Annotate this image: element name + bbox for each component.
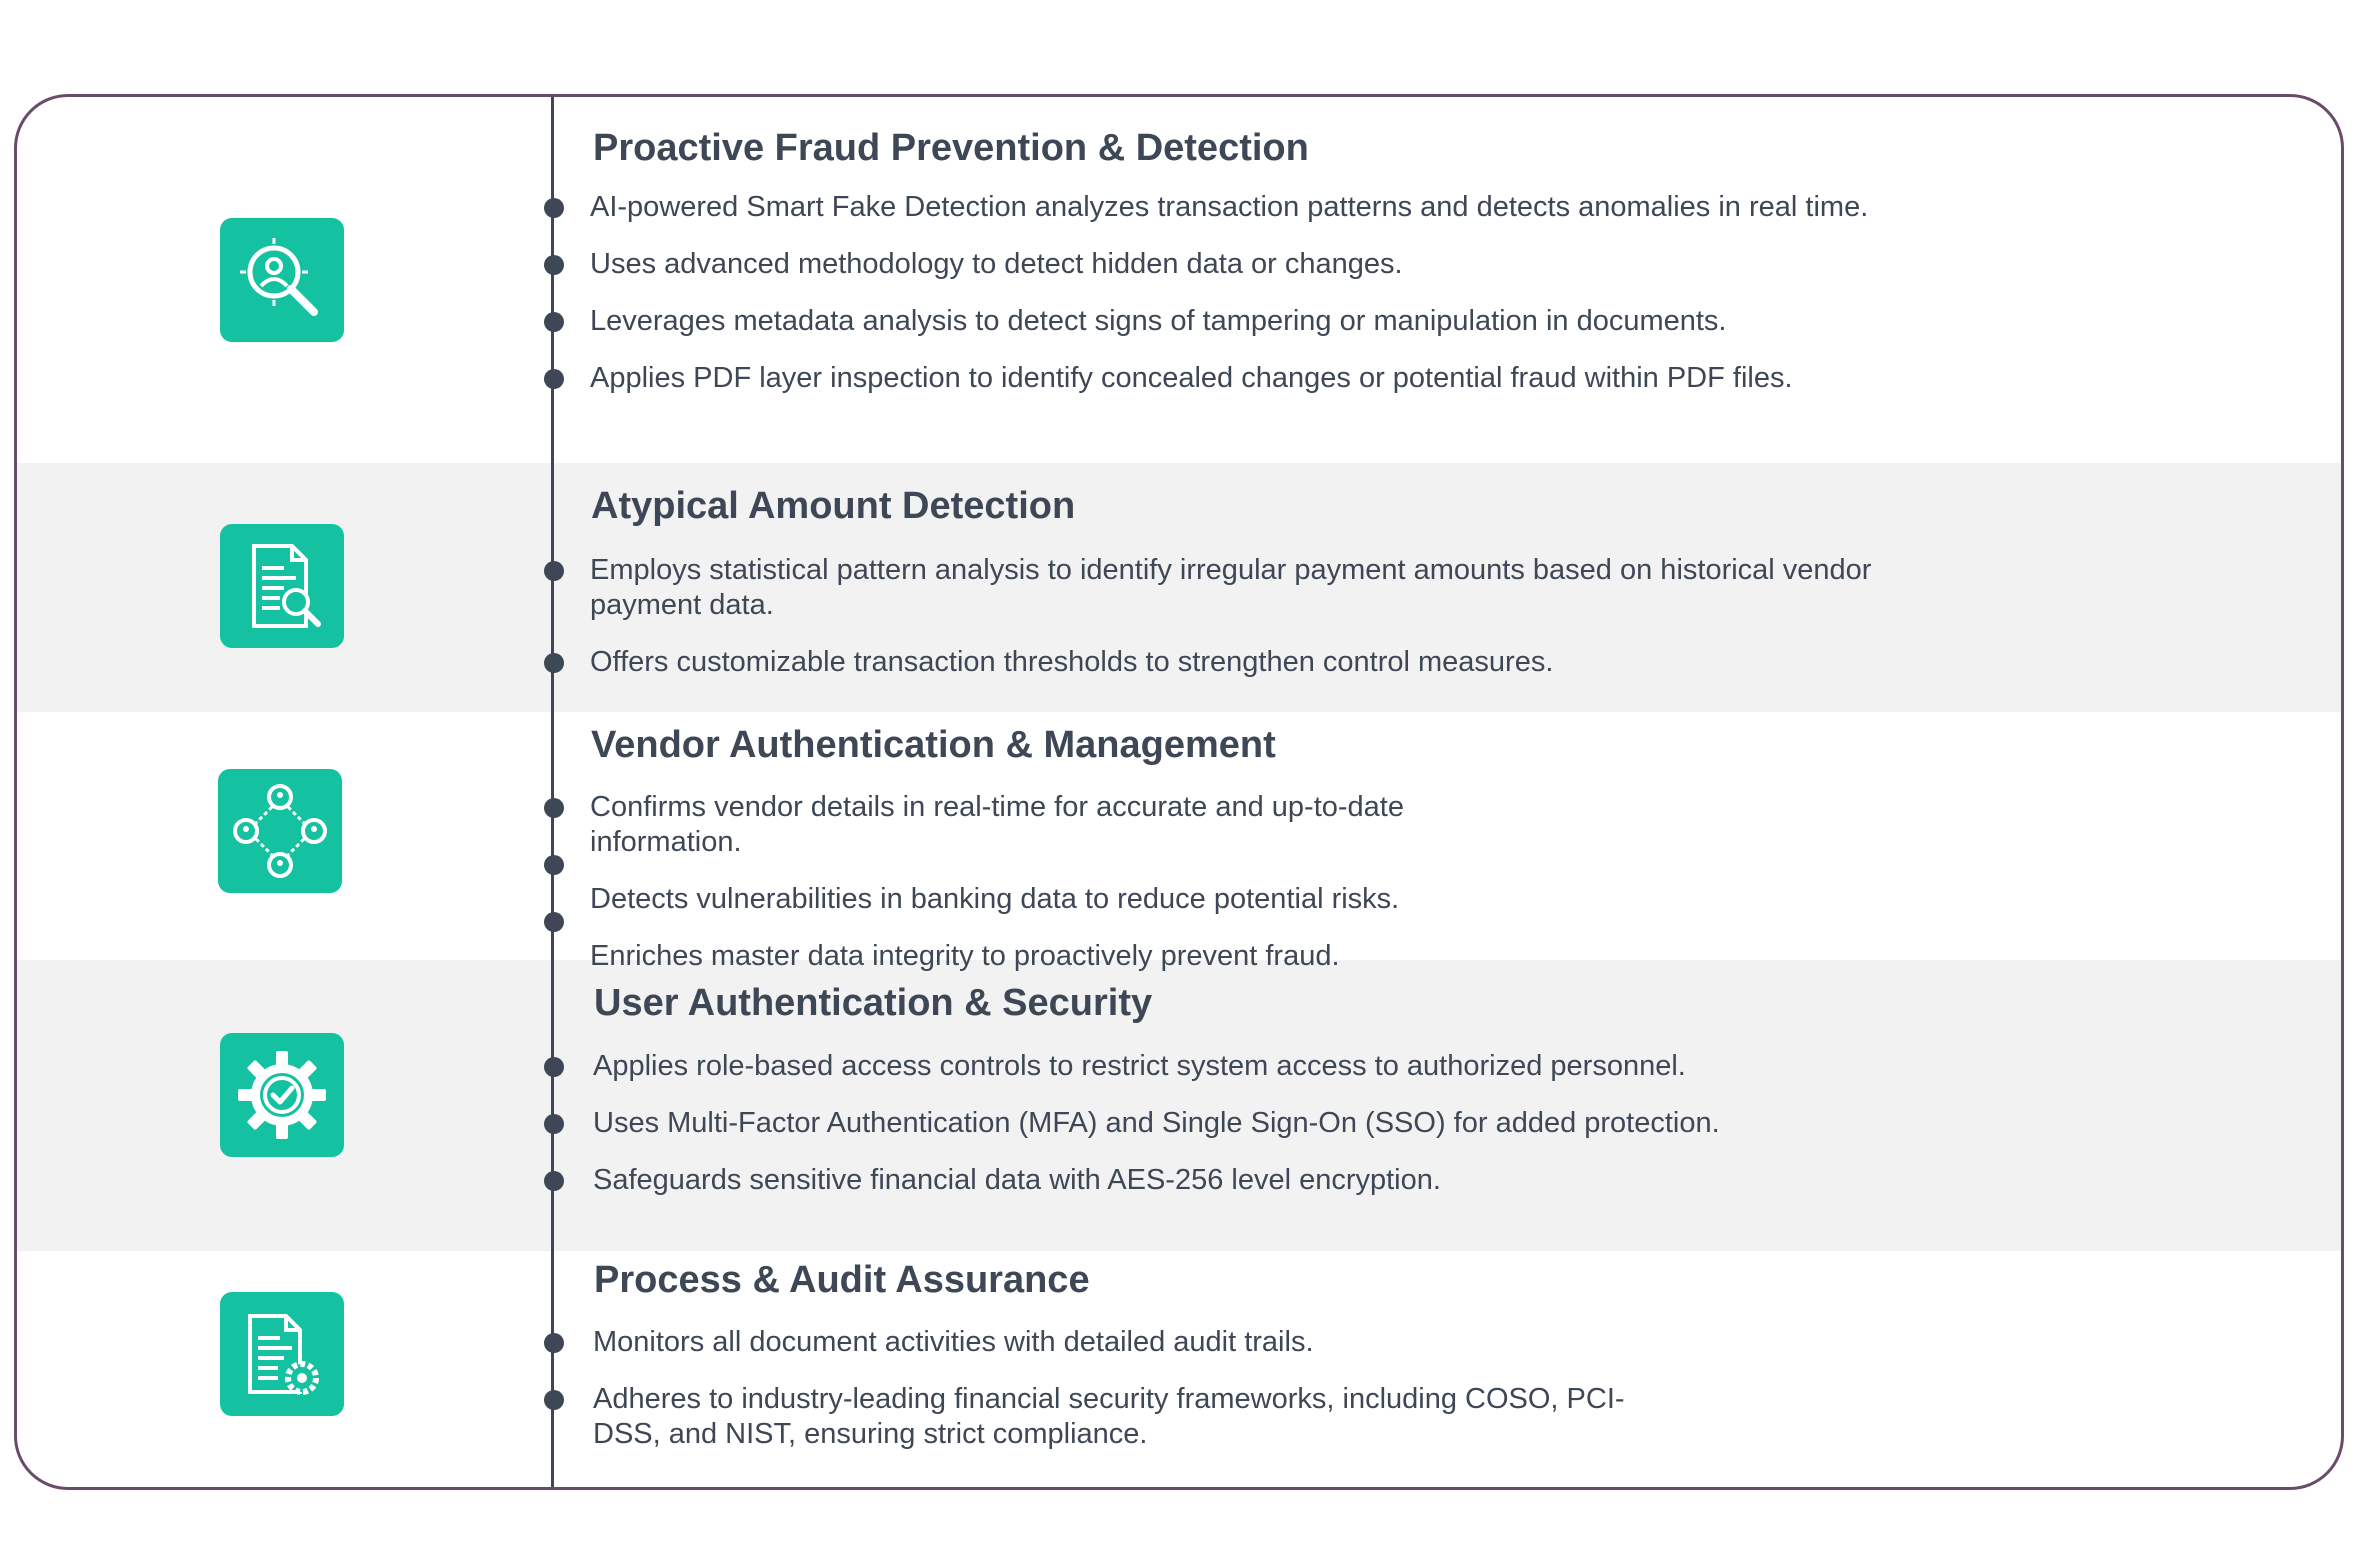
bullet-text: Leverages metadata analysis to detect signs of tampering or manipulation in documents. xyxy=(590,305,1727,337)
bullet-dot xyxy=(544,1390,564,1410)
section-heading: Proactive Fraud Prevention & Detection xyxy=(593,127,1309,169)
section-heading: Vendor Authentication & Management xyxy=(591,724,1276,766)
bullet-text: Uses Multi-Factor Authentication (MFA) and Single Sign-On (SSO) for added protection. xyxy=(593,1107,1720,1139)
bullet-dot xyxy=(544,561,564,581)
bullet-dot xyxy=(544,369,564,389)
section-heading: Atypical Amount Detection xyxy=(591,485,1076,527)
bullet-dot xyxy=(544,855,564,875)
timeline-spine xyxy=(551,97,554,1487)
bullet-text: Detects vulnerabilities in banking data to reduce potential risks. xyxy=(590,883,1400,915)
bullet-text: Employs statistical pattern analysis to identify irregular payment amounts based on historical vendor payment data. xyxy=(590,554,1872,621)
bullet-text: Safeguards sensitive financial data with AES-256 level encryption. xyxy=(593,1164,1441,1196)
document-gear-icon xyxy=(220,1292,344,1416)
section-heading: Process & Audit Assurance xyxy=(594,1259,1090,1301)
bullet-text: Monitors all document activities with detailed audit trails. xyxy=(593,1326,1314,1358)
bullet-dot xyxy=(544,1333,564,1353)
bullet-text: Applies PDF layer inspection to identify concealed changes or potential fraud within PDF files. xyxy=(590,362,1793,394)
gear-check-icon xyxy=(220,1033,344,1157)
bullet-dot xyxy=(544,1057,564,1077)
bullet-text: Applies role-based access controls to restrict system access to authorized personnel. xyxy=(593,1050,1686,1082)
bullet-text: Offers customizable transaction thresholds to strengthen control measures. xyxy=(590,646,1554,678)
bullet-text: Confirms vendor details in real-time for accurate and up-to-date information. xyxy=(590,791,1404,858)
bullet-dot xyxy=(544,912,564,932)
document-search-icon xyxy=(220,524,344,648)
bullet-dot xyxy=(544,198,564,218)
bullet-dot xyxy=(544,798,564,818)
bullet-text: Adheres to industry-leading financial security frameworks, including COSO, PCI-DSS, and NIST, ensuring strict compliance. xyxy=(593,1383,1625,1450)
bullet-dot xyxy=(544,1114,564,1134)
features-card xyxy=(14,94,2344,1490)
bullet-dot xyxy=(544,653,564,673)
section-heading: User Authentication & Security xyxy=(594,982,1153,1024)
bullet-dot xyxy=(544,1171,564,1191)
bullet-text: Enriches master data integrity to proactively prevent fraud. xyxy=(590,940,1340,972)
bullet-dot xyxy=(544,255,564,275)
bullet-text: Uses advanced methodology to detect hidden data or changes. xyxy=(590,248,1403,280)
bullet-text: AI-powered Smart Fake Detection analyzes transaction patterns and detects anomalies in real time. xyxy=(590,191,1869,223)
bullet-dot xyxy=(544,312,564,332)
user-search-icon xyxy=(220,218,344,342)
vendor-network-icon xyxy=(218,769,342,893)
